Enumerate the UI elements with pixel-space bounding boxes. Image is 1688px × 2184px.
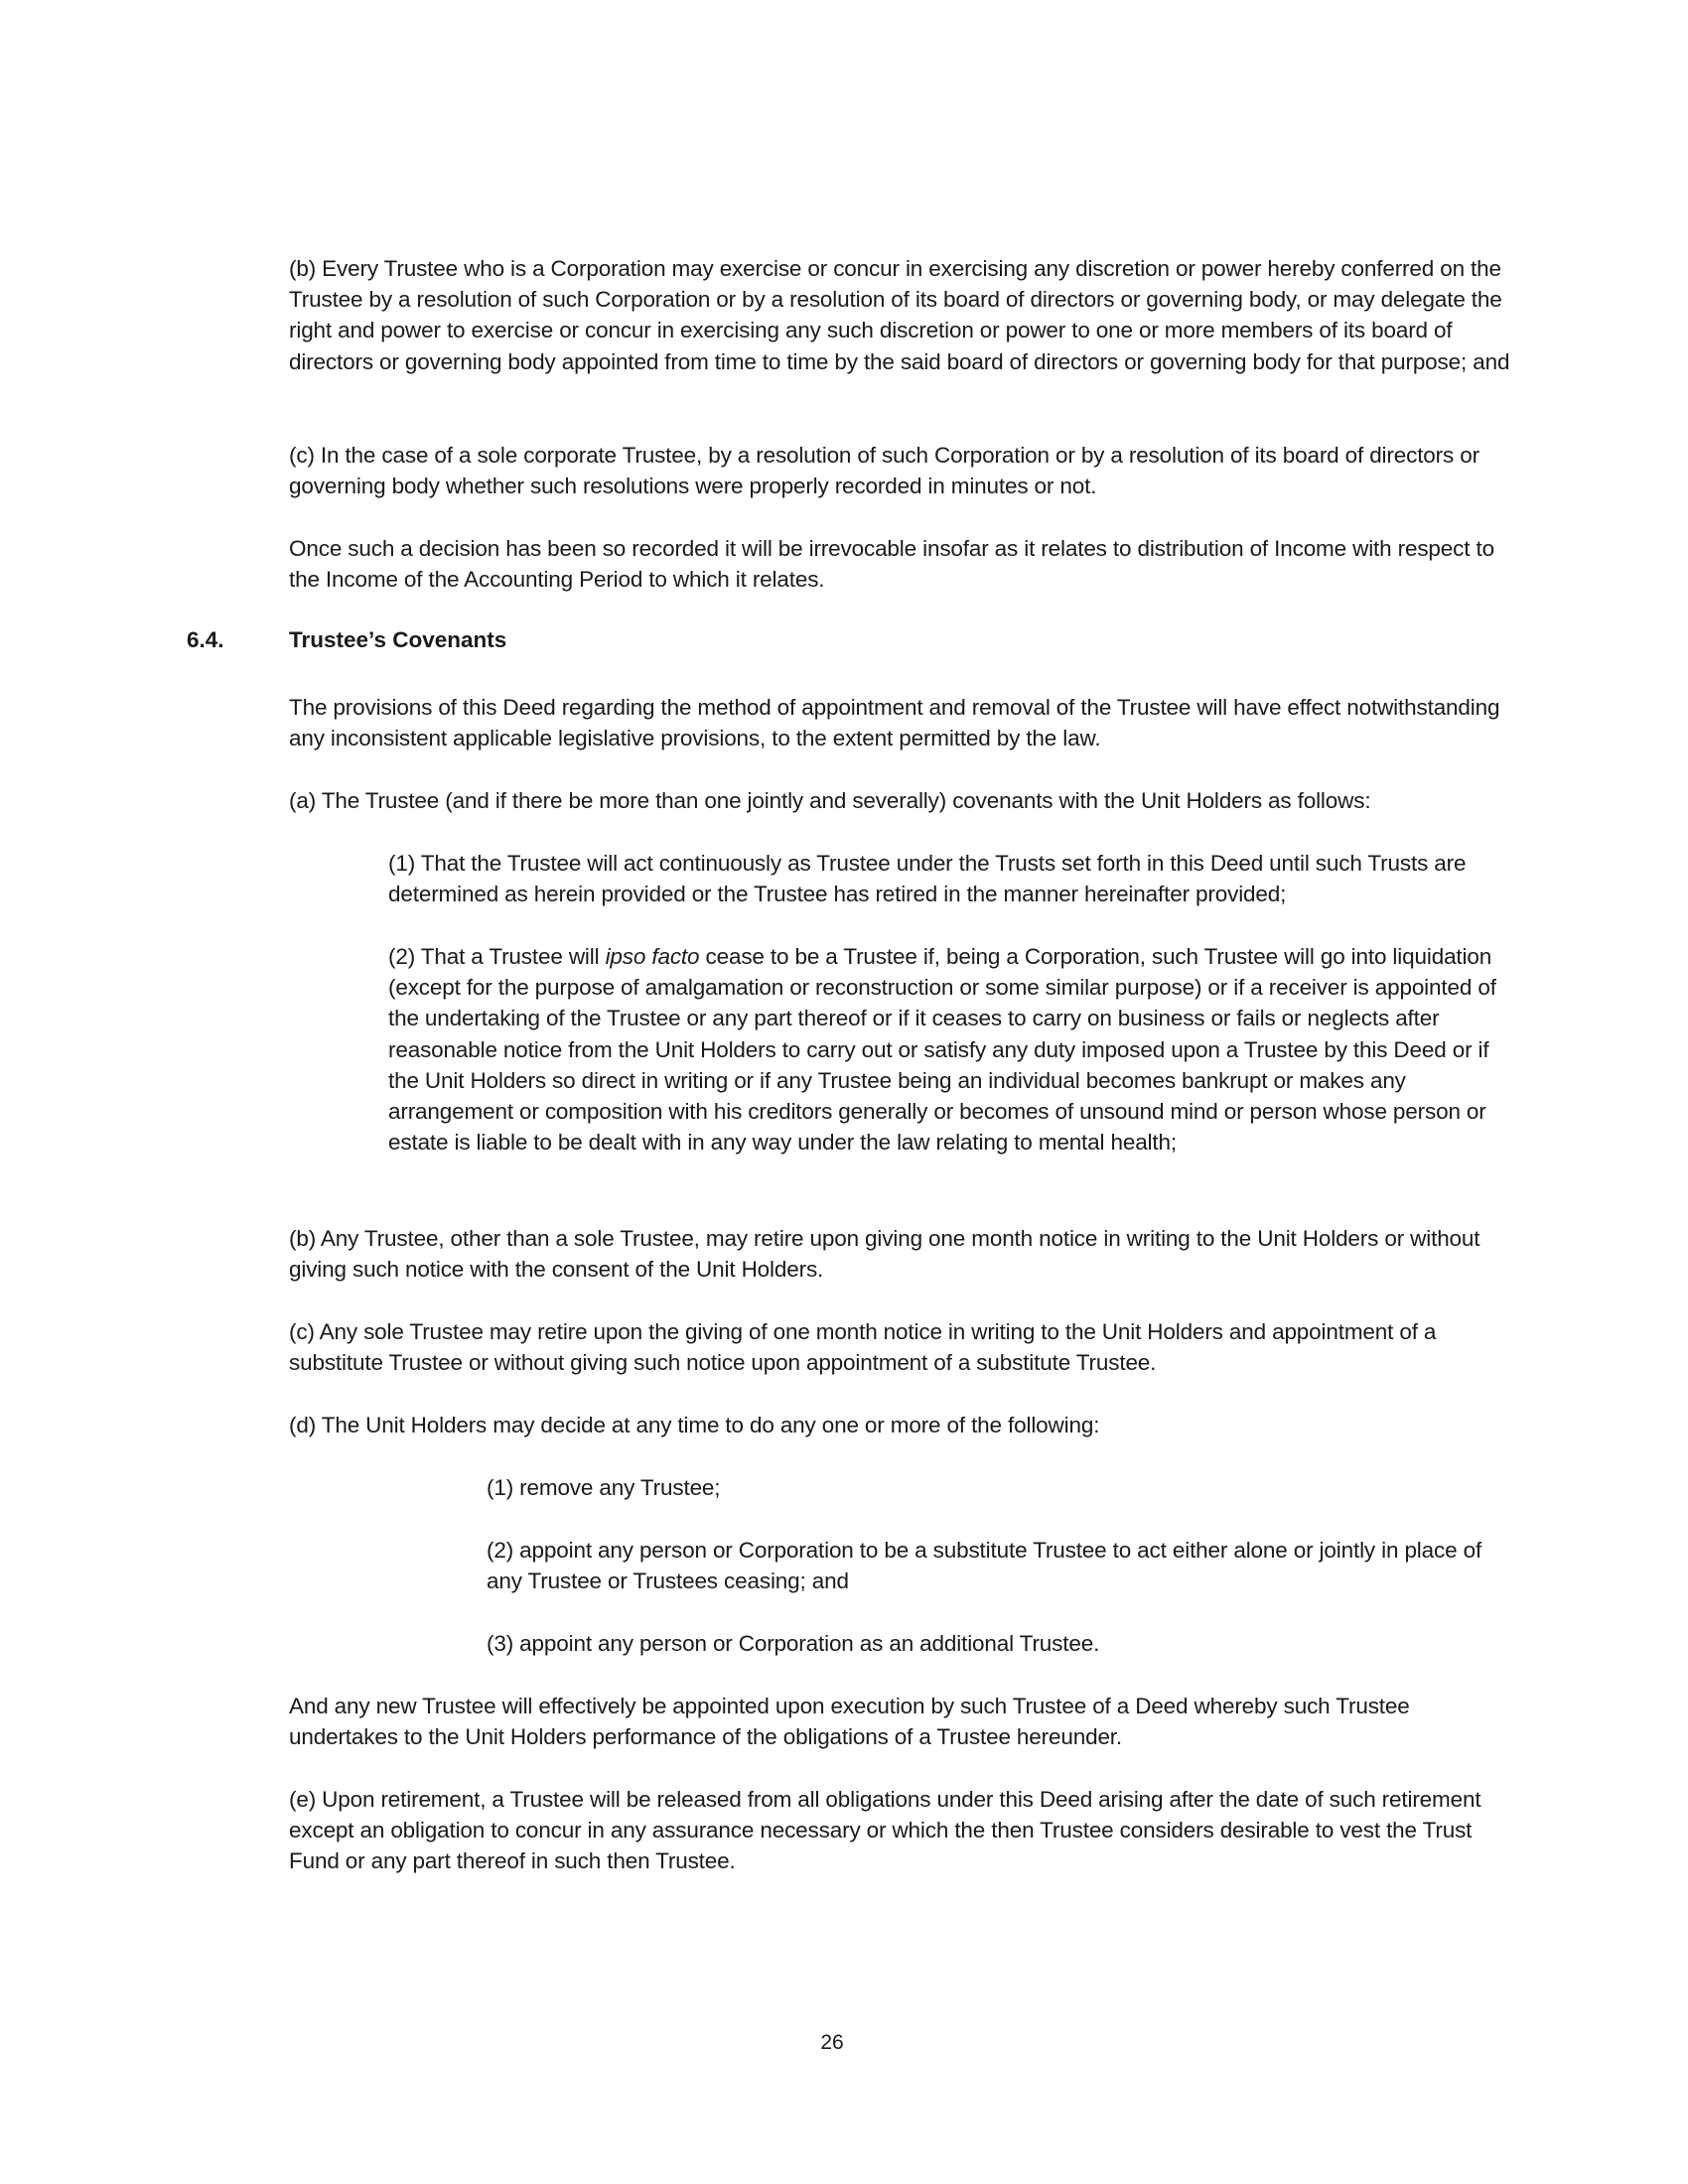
section-intro: The provisions of this Deed regarding the method of appointment and removal of the Trustee will have effect notwithstanding any inconsistent applicable legislative provisions, to the extent permitted by the law. bbox=[289, 695, 1500, 751]
clause-d: (d) The Unit Holders may decide at any time to do any one or more of the following: bbox=[289, 1413, 1100, 1437]
clause-a-item-1: (1) That the Trustee will act continuously as Trustee under the Trusts set forth in this Deed until such Trusts are determined as herein provided or the Trustee has retired in the manner hereinafter provided; bbox=[388, 851, 1467, 907]
clause-d-item-1: (1) remove any Trustee; bbox=[487, 1475, 721, 1500]
paragraph-c-sole-corporate: (c) In the case of a sole corporate Trustee, by a resolution of such Corporation or by a resolution of its board of directors or governing body whether such resolutions were properly recorded in minutes or not. bbox=[289, 443, 1479, 499]
clause-b: (b) Any Trustee, other than a sole Trustee, may retire upon giving one month notice in writing to the Unit Holders or without giving such notice with the consent of the Unit Holders. bbox=[289, 1226, 1480, 1283]
paragraph-new-trustee: And any new Trustee will effectively be appointed upon execution by such Trustee of a Deed whereby such Trustee undertakes to the Unit Holders performance of the obligations of a Trustee hereunder. bbox=[289, 1694, 1410, 1750]
clause-a-item-2-italic: ipso facto bbox=[605, 944, 700, 969]
clause-a-item-2-suffix: cease to be a Trustee if, being a Corporation, such Trustee will go into liquidation (except for the purpose of amalgamation or reconstruction or some similar purpose) or if a receiver is appointed of the undertaking of the Trustee or any part thereof or if it ceases to carry on business or fails or neglects after reasonable notice from the Unit Holders to carry out or satisfy any duty imposed upon a Trustee by this Deed or if the Unit Holders so direct in writing or if any Trustee being an individual becomes bankrupt or makes any arrangement or composition with his creditors generally or becomes of unsound mind or person whose person or estate is liable to be dealt with in any way under the law relating to mental health; bbox=[388, 944, 1496, 1156]
clause-a-item-2 bbox=[388, 941, 1520, 1158]
section-title: Trustee’s Covenants bbox=[289, 627, 507, 652]
clause-c: (c) Any sole Trustee may retire upon the giving of one month notice in writing to the Unit Holders and appointment of a substitute Trustee or without giving such notice upon appointment of a substitute Trustee. bbox=[289, 1319, 1437, 1376]
clause-a: (a) The Trustee (and if there be more than one jointly and severally) covenants with the Unit Holders as follows: bbox=[289, 788, 1371, 813]
clause-d-item-3: (3) appoint any person or Corporation as an additional Trustee. bbox=[487, 1631, 1100, 1656]
section-number: 6.4. bbox=[187, 627, 224, 652]
paragraph-b-corporation: (b) Every Trustee who is a Corporation may exercise or concur in exercising any discretion or power hereby conferred on the Trustee by a resolution of such Corporation or by a resolution of its board of directors or governing body, or may delegate the right and power to exercise or concur in exercising any such discretion or power to one or more members of its board of directors or governing body appointed from time to time by the said board of directors or governing body for that purpose; and bbox=[289, 256, 1510, 374]
clause-a-item-2-prefix: (2) That a Trustee will bbox=[388, 944, 606, 969]
clause-e: (e) Upon retirement, a Trustee will be released from all obligations under this Deed arising after the date of such retirement except an obligation to concur in any assurance necessary or which the then Trustee considers desirable to vest the Trust Fund or any part thereof in such then Trustee. bbox=[289, 1787, 1481, 1874]
paragraph-once-recorded: Once such a decision has been so recorded it will be irrevocable insofar as it relates to distribution of Income with respect to the Income of the Accounting Period to which it relates. bbox=[289, 536, 1494, 593]
page-number: 26 bbox=[820, 2031, 844, 2054]
clause-d-item-2: (2) appoint any person or Corporation to be a substitute Trustee to act either alone or jointly in place of any Trustee or Trustees ceasing; and bbox=[487, 1538, 1482, 1594]
